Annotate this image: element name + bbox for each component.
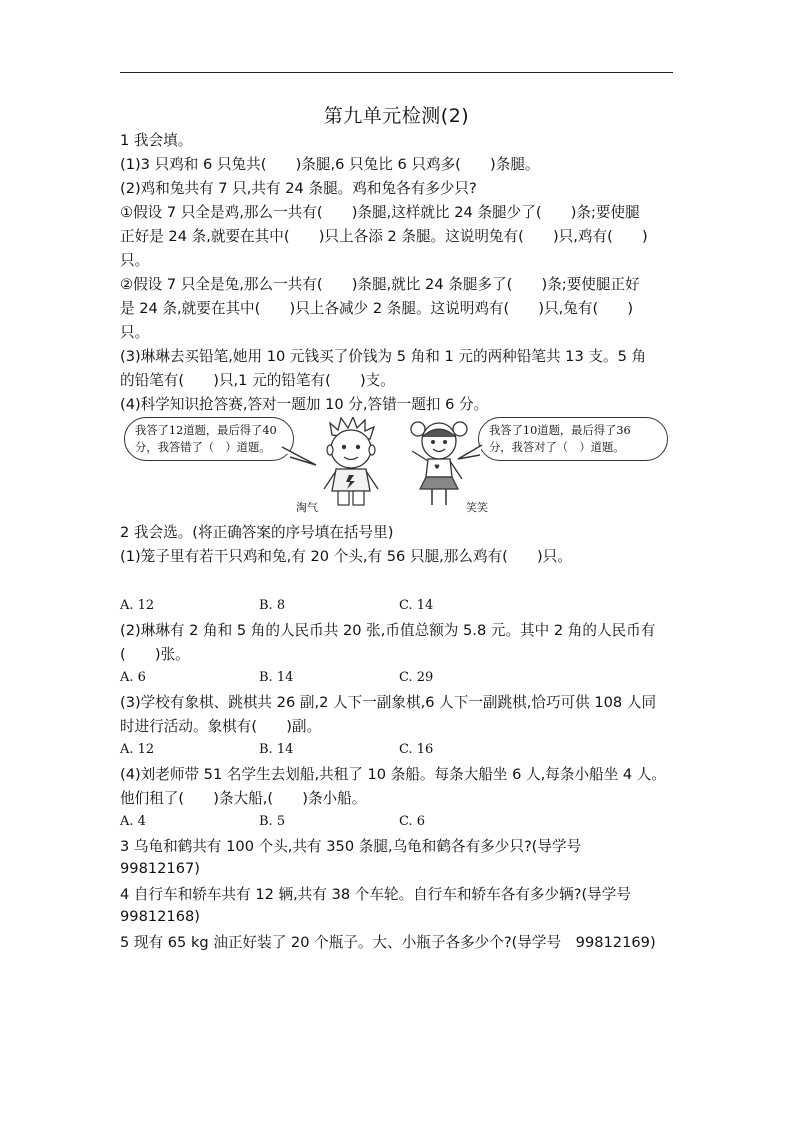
right-speech-bubble [478, 417, 668, 461]
q4-line2: 99812168) [120, 908, 200, 925]
q2-2-option-a: A. 6 [120, 670, 146, 685]
right-bubble-line: 分，我答对了（ ）道题。 [489, 441, 625, 454]
q2-3-option-a: A. 12 [120, 742, 155, 757]
q1-2-a-line1: ①假设 7 只全是鸡,那么一共有( )条腿,这样就比 24 条腿少了( )条;要使腿 [120, 204, 640, 221]
q1-2-b-line2: 是 24 条,就要在其中( )只上各减少 2 条腿。这说明鸡有( )只,兔有( ) [120, 300, 634, 317]
left-bubble-tail [280, 445, 320, 469]
header-rule [120, 72, 673, 73]
q1-3-line2: 的铅笔有( )只,1 元的铅笔有( )支。 [120, 372, 395, 389]
left-bubble-line: 我答了12道题，最后得了40 [135, 424, 277, 437]
left-bubble-line: 分，我答错了（ ）道题。 [135, 441, 271, 454]
q2-4-option-b: B. 5 [259, 814, 286, 829]
q2-3-option-c: C. 16 [399, 742, 434, 757]
q2-1-option-b: B. 8 [259, 598, 286, 613]
q2-1-option-c: C. 14 [399, 598, 434, 613]
q2-2-line1: (2)琳琳有 2 角和 5 角的人民币共 20 张,币值总额为 5.8 元。其中 2 角的人民币有 [120, 622, 656, 639]
q3-line2: 99812167) [120, 860, 200, 877]
caption-taoqi: 淘气 [296, 501, 318, 514]
q1-2-b-line3: 只。 [120, 324, 150, 341]
q1-1: (1)3 只鸡和 6 只兔共( )条腿,6 只兔比 6 只鸡多( )条腿。 [120, 156, 540, 173]
girl-xiaoxiao-icon [404, 417, 474, 507]
q1-2: (2)鸡和兔共有 7 只,共有 24 条腿。鸡和兔各有多少只? [120, 180, 477, 197]
page-title: 第九单元检测(2) [323, 105, 470, 127]
quiz-scene-illustration [120, 415, 676, 515]
q5: 5 现有 65 kg 油正好装了 20 个瓶子。大、小瓶子各多少个?(导学号 99812169) [120, 934, 656, 951]
q2-1: (1)笼子里有若干只鸡和兔,有 20 个头,有 56 只腿,那么鸡有( )只。 [120, 548, 572, 565]
q2-2-line2: ( )张。 [120, 646, 190, 663]
q1-2-b-line1: ②假设 7 只全是兔,那么一共有( )条腿,就比 24 条腿多了( )条;要使腿正好 [120, 276, 640, 293]
left-speech-bubble [124, 417, 294, 461]
q1-2-a-line3: 只。 [120, 252, 150, 269]
q2-1-option-a: A. 12 [120, 598, 155, 613]
caption-xiaoxiao: 笑笑 [466, 501, 488, 514]
q2-3-line1: (3)学校有象棋、跳棋共 26 副,2 人下一副象棋,6 人下一副跳棋,恰巧可供 108 人同 [120, 694, 657, 711]
q4-line1: 4 自行车和轿车共有 12 辆,共有 38 个车轮。自行车和轿车各有多少辆?(导学号 [120, 886, 631, 903]
q2-4-line2: 他们租了( )条大船,( )条小船。 [120, 790, 367, 807]
section-1-heading: 1 我会填。 [120, 132, 193, 149]
q2-3-line2: 时进行活动。象棋有( )副。 [120, 718, 322, 735]
q2-4-option-a: A. 4 [120, 814, 146, 829]
q2-2-option-c: C. 29 [399, 670, 434, 685]
q2-2-option-b: B. 14 [259, 670, 294, 685]
boy-taoqi-icon [316, 417, 386, 507]
q2-3-option-b: B. 14 [259, 742, 294, 757]
q1-2-a-line2: 正好是 24 条,就要在其中( )只上各添 2 条腿。这说明兔有( )只,鸡有( ) [120, 228, 648, 245]
q1-4: (4)科学知识抢答赛,答对一题加 10 分,答错一题扣 6 分。 [120, 396, 489, 413]
q2-4-option-c: C. 6 [399, 814, 426, 829]
q1-3-line1: (3)琳琳去买铅笔,她用 10 元钱买了价钱为 5 角和 1 元的两种铅笔共 13 支。5 角 [120, 348, 647, 365]
right-bubble-line: 我答了10道题，最后得了36 [489, 424, 631, 437]
q3-line1: 3 乌龟和鹤共有 100 个头,共有 350 条腿,乌龟和鹤各有多少只?(导学号 [120, 838, 582, 855]
q2-4-line1: (4)刘老师带 51 名学生去划船,共租了 10 条船。每条大船坐 6 人,每条小船坐 4 人。 [120, 766, 666, 783]
section-2-heading: 2 我会选。(将正确答案的序号填在括号里) [120, 524, 394, 541]
